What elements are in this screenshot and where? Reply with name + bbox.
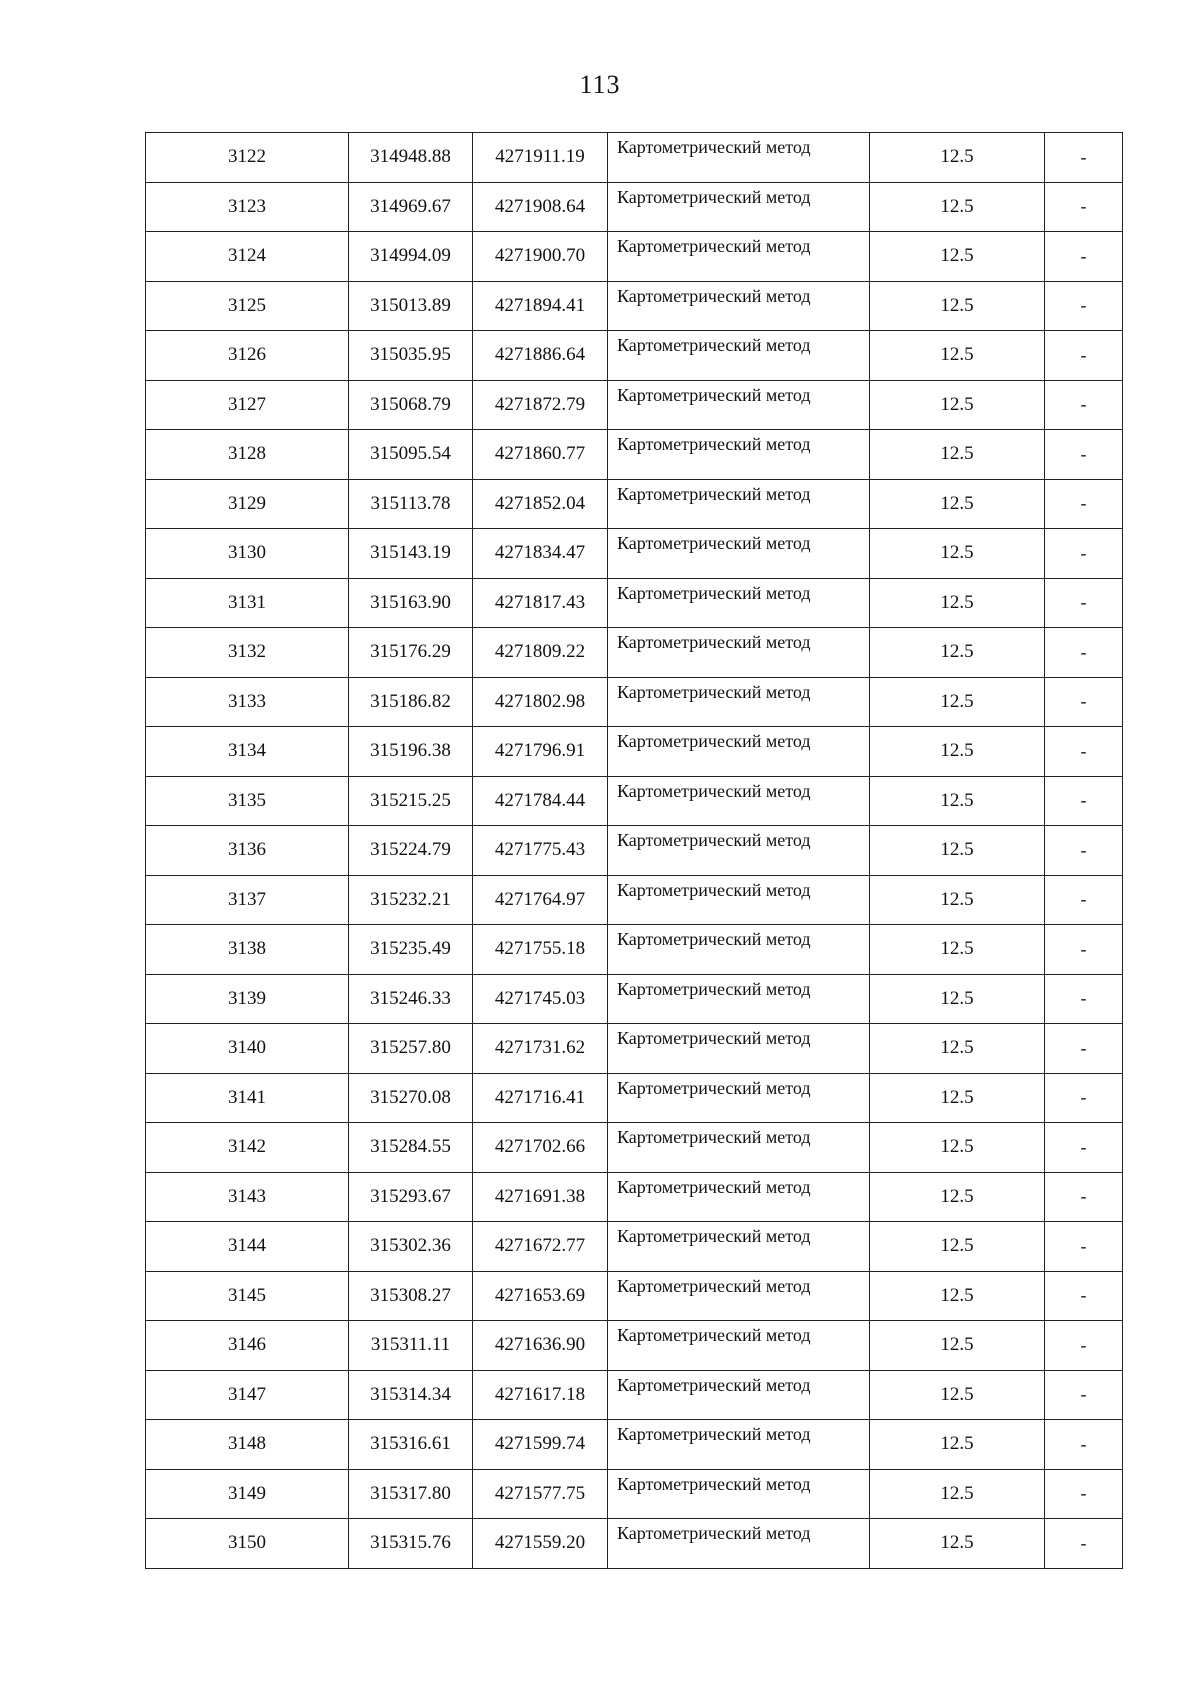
x-coordinate-cell: 315308.27 — [349, 1271, 473, 1321]
y-coordinate-cell: 4271577.75 — [473, 1469, 608, 1519]
accuracy-cell: 12.5 — [870, 1420, 1045, 1470]
note-cell: - — [1045, 1271, 1123, 1321]
method-cell: Картометрический метод — [608, 182, 870, 232]
note-cell: - — [1045, 1519, 1123, 1569]
note-cell: - — [1045, 1370, 1123, 1420]
y-coordinate-cell: 4271716.41 — [473, 1073, 608, 1123]
table-row — [146, 1519, 1123, 1569]
method-cell: Картометрический метод — [608, 776, 870, 826]
method-cell: Картометрический метод — [608, 1123, 870, 1173]
x-coordinate-cell: 315235.49 — [349, 925, 473, 975]
point-number-cell: 3150 — [146, 1519, 349, 1569]
note-cell: - — [1045, 331, 1123, 381]
y-coordinate-cell: 4271834.47 — [473, 529, 608, 579]
table-row — [146, 331, 1123, 381]
point-number-cell: 3125 — [146, 281, 349, 331]
method-cell: Картометрический метод — [608, 1321, 870, 1371]
x-coordinate-cell: 315215.25 — [349, 776, 473, 826]
x-coordinate-cell: 315317.80 — [349, 1469, 473, 1519]
x-coordinate-cell: 314994.09 — [349, 232, 473, 282]
method-cell: Картометрический метод — [608, 628, 870, 678]
note-cell: - — [1045, 1321, 1123, 1371]
accuracy-cell: 12.5 — [870, 1370, 1045, 1420]
y-coordinate-cell: 4271702.66 — [473, 1123, 608, 1173]
method-cell: Картометрический метод — [608, 1469, 870, 1519]
accuracy-cell: 12.5 — [870, 430, 1045, 480]
method-cell: Картометрический метод — [608, 974, 870, 1024]
y-coordinate-cell: 4271886.64 — [473, 331, 608, 381]
note-cell: - — [1045, 1420, 1123, 1470]
accuracy-cell: 12.5 — [870, 133, 1045, 183]
y-coordinate-cell: 4271764.97 — [473, 875, 608, 925]
point-number-cell: 3135 — [146, 776, 349, 826]
accuracy-cell: 12.5 — [870, 776, 1045, 826]
note-cell: - — [1045, 479, 1123, 529]
note-cell: - — [1045, 380, 1123, 430]
x-coordinate-cell: 315186.82 — [349, 677, 473, 727]
x-coordinate-cell: 315316.61 — [349, 1420, 473, 1470]
note-cell: - — [1045, 529, 1123, 579]
y-coordinate-cell: 4271636.90 — [473, 1321, 608, 1371]
x-coordinate-cell: 315302.36 — [349, 1222, 473, 1272]
method-cell: Картометрический метод — [608, 727, 870, 777]
x-coordinate-cell: 314969.67 — [349, 182, 473, 232]
point-number-cell: 3130 — [146, 529, 349, 579]
method-cell: Картометрический метод — [608, 1172, 870, 1222]
y-coordinate-cell: 4271817.43 — [473, 578, 608, 628]
table-row — [146, 479, 1123, 529]
method-cell: Картометрический метод — [608, 1073, 870, 1123]
coordinates-table — [145, 132, 1123, 1569]
table-row — [146, 776, 1123, 826]
accuracy-cell: 12.5 — [870, 380, 1045, 430]
method-cell: Картометрический метод — [608, 1420, 870, 1470]
note-cell: - — [1045, 578, 1123, 628]
y-coordinate-cell: 4271691.38 — [473, 1172, 608, 1222]
y-coordinate-cell: 4271672.77 — [473, 1222, 608, 1272]
table-row — [146, 232, 1123, 282]
x-coordinate-cell: 315270.08 — [349, 1073, 473, 1123]
table-row — [146, 1420, 1123, 1470]
table-row — [146, 727, 1123, 777]
accuracy-cell: 12.5 — [870, 677, 1045, 727]
table-row — [146, 1271, 1123, 1321]
y-coordinate-cell: 4271775.43 — [473, 826, 608, 876]
x-coordinate-cell: 315224.79 — [349, 826, 473, 876]
point-number-cell: 3123 — [146, 182, 349, 232]
y-coordinate-cell: 4271755.18 — [473, 925, 608, 975]
accuracy-cell: 12.5 — [870, 182, 1045, 232]
table-row — [146, 1073, 1123, 1123]
accuracy-cell: 12.5 — [870, 727, 1045, 777]
accuracy-cell: 12.5 — [870, 232, 1045, 282]
table-row — [146, 380, 1123, 430]
point-number-cell: 3146 — [146, 1321, 349, 1371]
x-coordinate-cell: 315013.89 — [349, 281, 473, 331]
x-coordinate-cell: 315246.33 — [349, 974, 473, 1024]
point-number-cell: 3145 — [146, 1271, 349, 1321]
note-cell: - — [1045, 232, 1123, 282]
method-cell: Картометрический метод — [608, 1222, 870, 1272]
method-cell: Картометрический метод — [608, 1271, 870, 1321]
point-number-cell: 3143 — [146, 1172, 349, 1222]
accuracy-cell: 12.5 — [870, 1073, 1045, 1123]
accuracy-cell: 12.5 — [870, 1469, 1045, 1519]
accuracy-cell: 12.5 — [870, 826, 1045, 876]
point-number-cell: 3139 — [146, 974, 349, 1024]
table-row — [146, 1024, 1123, 1074]
y-coordinate-cell: 4271796.91 — [473, 727, 608, 777]
point-number-cell: 3134 — [146, 727, 349, 777]
accuracy-cell: 12.5 — [870, 925, 1045, 975]
point-number-cell: 3138 — [146, 925, 349, 975]
y-coordinate-cell: 4271809.22 — [473, 628, 608, 678]
y-coordinate-cell: 4271908.64 — [473, 182, 608, 232]
table-row — [146, 182, 1123, 232]
note-cell: - — [1045, 133, 1123, 183]
table-row — [146, 826, 1123, 876]
method-cell: Картометрический метод — [608, 479, 870, 529]
accuracy-cell: 12.5 — [870, 331, 1045, 381]
point-number-cell: 3133 — [146, 677, 349, 727]
y-coordinate-cell: 4271745.03 — [473, 974, 608, 1024]
x-coordinate-cell: 315163.90 — [349, 578, 473, 628]
note-cell: - — [1045, 727, 1123, 777]
y-coordinate-cell: 4271860.77 — [473, 430, 608, 480]
accuracy-cell: 12.5 — [870, 1321, 1045, 1371]
accuracy-cell: 12.5 — [870, 578, 1045, 628]
y-coordinate-cell: 4271653.69 — [473, 1271, 608, 1321]
table-row — [146, 1222, 1123, 1272]
note-cell: - — [1045, 281, 1123, 331]
x-coordinate-cell: 315315.76 — [349, 1519, 473, 1569]
point-number-cell: 3131 — [146, 578, 349, 628]
y-coordinate-cell: 4271911.19 — [473, 133, 608, 183]
accuracy-cell: 12.5 — [870, 281, 1045, 331]
point-number-cell: 3141 — [146, 1073, 349, 1123]
accuracy-cell: 12.5 — [870, 974, 1045, 1024]
table-row — [146, 875, 1123, 925]
method-cell: Картометрический метод — [608, 677, 870, 727]
table-row — [146, 1469, 1123, 1519]
method-cell: Картометрический метод — [608, 529, 870, 579]
y-coordinate-cell: 4271784.44 — [473, 776, 608, 826]
table-row — [146, 628, 1123, 678]
note-cell: - — [1045, 182, 1123, 232]
note-cell: - — [1045, 974, 1123, 1024]
accuracy-cell: 12.5 — [870, 1271, 1045, 1321]
note-cell: - — [1045, 826, 1123, 876]
note-cell: - — [1045, 1123, 1123, 1173]
table-body — [146, 133, 1123, 1569]
note-cell: - — [1045, 1469, 1123, 1519]
accuracy-cell: 12.5 — [870, 529, 1045, 579]
note-cell: - — [1045, 925, 1123, 975]
point-number-cell: 3140 — [146, 1024, 349, 1074]
x-coordinate-cell: 315232.21 — [349, 875, 473, 925]
method-cell: Картометрический метод — [608, 826, 870, 876]
x-coordinate-cell: 314948.88 — [349, 133, 473, 183]
y-coordinate-cell: 4271894.41 — [473, 281, 608, 331]
method-cell: Картометрический метод — [608, 232, 870, 282]
table-row — [146, 925, 1123, 975]
point-number-cell: 3148 — [146, 1420, 349, 1470]
x-coordinate-cell: 315293.67 — [349, 1172, 473, 1222]
note-cell: - — [1045, 677, 1123, 727]
note-cell: - — [1045, 628, 1123, 678]
accuracy-cell: 12.5 — [870, 1222, 1045, 1272]
method-cell: Картометрический метод — [608, 331, 870, 381]
y-coordinate-cell: 4271852.04 — [473, 479, 608, 529]
accuracy-cell: 12.5 — [870, 1123, 1045, 1173]
method-cell: Картометрический метод — [608, 1370, 870, 1420]
x-coordinate-cell: 315176.29 — [349, 628, 473, 678]
table-row — [146, 1172, 1123, 1222]
x-coordinate-cell: 315311.11 — [349, 1321, 473, 1371]
point-number-cell: 3124 — [146, 232, 349, 282]
y-coordinate-cell: 4271559.20 — [473, 1519, 608, 1569]
x-coordinate-cell: 315314.34 — [349, 1370, 473, 1420]
method-cell: Картометрический метод — [608, 133, 870, 183]
y-coordinate-cell: 4271802.98 — [473, 677, 608, 727]
point-number-cell: 3136 — [146, 826, 349, 876]
y-coordinate-cell: 4271617.18 — [473, 1370, 608, 1420]
note-cell: - — [1045, 1073, 1123, 1123]
note-cell: - — [1045, 430, 1123, 480]
point-number-cell: 3122 — [146, 133, 349, 183]
point-number-cell: 3144 — [146, 1222, 349, 1272]
note-cell: - — [1045, 875, 1123, 925]
table-row — [146, 1370, 1123, 1420]
point-number-cell: 3142 — [146, 1123, 349, 1173]
y-coordinate-cell: 4271900.70 — [473, 232, 608, 282]
point-number-cell: 3132 — [146, 628, 349, 678]
note-cell: - — [1045, 1172, 1123, 1222]
method-cell: Картометрический метод — [608, 380, 870, 430]
x-coordinate-cell: 315196.38 — [349, 727, 473, 777]
x-coordinate-cell: 315035.95 — [349, 331, 473, 381]
x-coordinate-cell: 315113.78 — [349, 479, 473, 529]
point-number-cell: 3129 — [146, 479, 349, 529]
method-cell: Картометрический метод — [608, 925, 870, 975]
accuracy-cell: 12.5 — [870, 875, 1045, 925]
accuracy-cell: 12.5 — [870, 1519, 1045, 1569]
accuracy-cell: 12.5 — [870, 479, 1045, 529]
x-coordinate-cell: 315284.55 — [349, 1123, 473, 1173]
note-cell: - — [1045, 776, 1123, 826]
method-cell: Картометрический метод — [608, 281, 870, 331]
table-row — [146, 578, 1123, 628]
x-coordinate-cell: 315068.79 — [349, 380, 473, 430]
method-cell: Картометрический метод — [608, 578, 870, 628]
y-coordinate-cell: 4271599.74 — [473, 1420, 608, 1470]
accuracy-cell: 12.5 — [870, 1172, 1045, 1222]
table-row — [146, 677, 1123, 727]
accuracy-cell: 12.5 — [870, 628, 1045, 678]
table-row — [146, 1321, 1123, 1371]
y-coordinate-cell: 4271731.62 — [473, 1024, 608, 1074]
note-cell: - — [1045, 1024, 1123, 1074]
point-number-cell: 3126 — [146, 331, 349, 381]
x-coordinate-cell: 315095.54 — [349, 430, 473, 480]
point-number-cell: 3137 — [146, 875, 349, 925]
table-row — [146, 1123, 1123, 1173]
x-coordinate-cell: 315257.80 — [349, 1024, 473, 1074]
table-row — [146, 281, 1123, 331]
point-number-cell: 3149 — [146, 1469, 349, 1519]
accuracy-cell: 12.5 — [870, 1024, 1045, 1074]
table-row — [146, 133, 1123, 183]
table-row — [146, 974, 1123, 1024]
method-cell: Картометрический метод — [608, 1024, 870, 1074]
method-cell: Картометрический метод — [608, 875, 870, 925]
y-coordinate-cell: 4271872.79 — [473, 380, 608, 430]
point-number-cell: 3127 — [146, 380, 349, 430]
x-coordinate-cell: 315143.19 — [349, 529, 473, 579]
point-number-cell: 3147 — [146, 1370, 349, 1420]
method-cell: Картометрический метод — [608, 1519, 870, 1569]
method-cell: Картометрический метод — [608, 430, 870, 480]
table-row — [146, 430, 1123, 480]
note-cell: - — [1045, 1222, 1123, 1272]
page-number: 113 — [579, 70, 621, 99]
point-number-cell: 3128 — [146, 430, 349, 480]
table-row — [146, 529, 1123, 579]
